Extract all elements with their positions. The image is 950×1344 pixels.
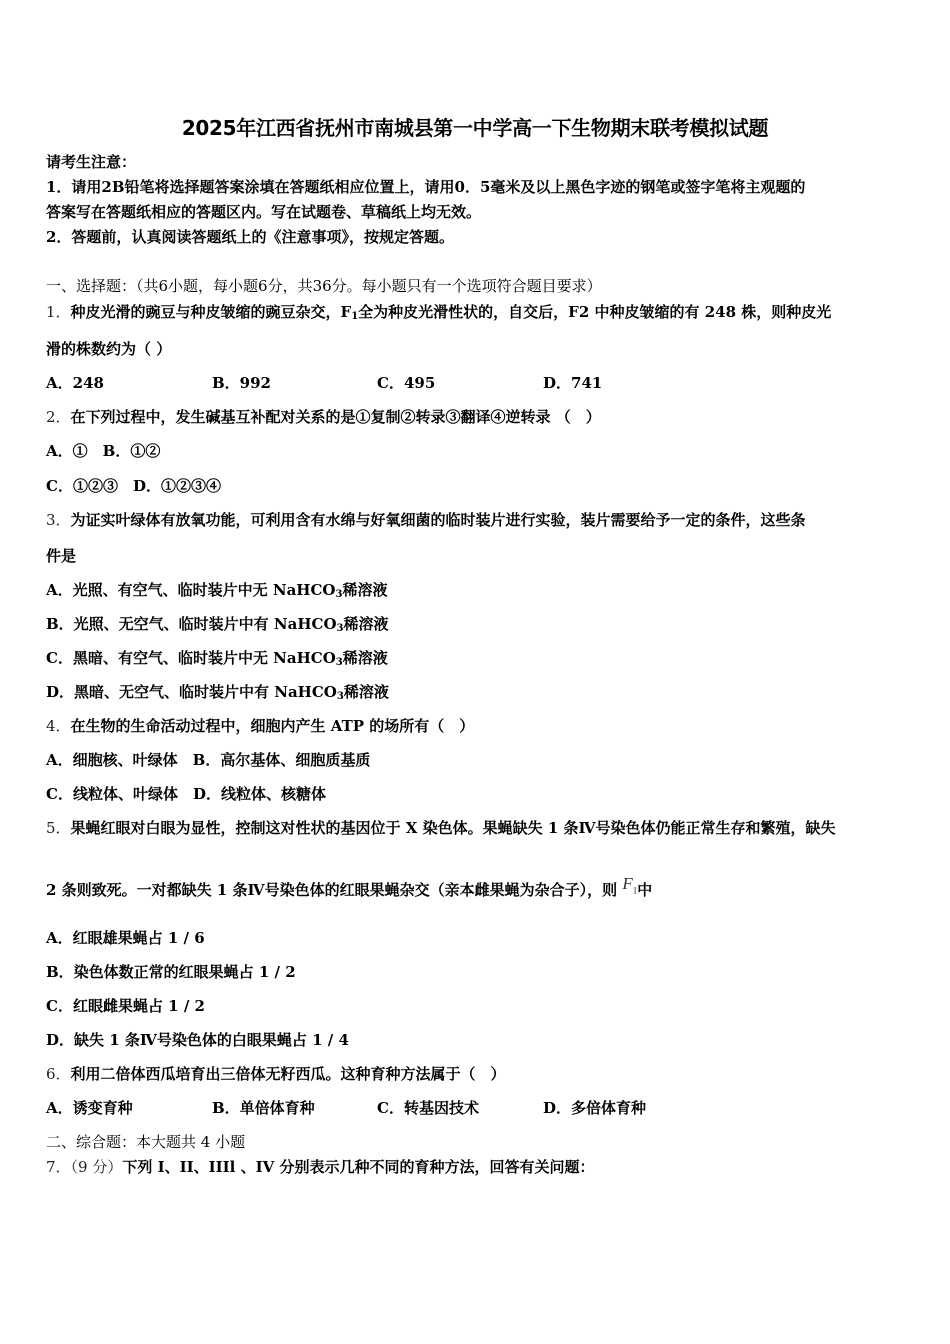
question-7-stem: 7．（9 分）下列 I、II、IIIl 、IV 分别表示几种不同的育种方法，回答有关问题： — [46, 1158, 595, 1176]
question-2-stem: 2．在下列过程中，发生碱基互补配对关系的是①复制②转录③翻译④逆转录 （ ） — [46, 408, 601, 426]
question-4-options-ab[interactable]: A．细胞核、叶绿体 B．高尔基体、细胞质基质 — [46, 751, 371, 769]
question-1-option-c[interactable]: C．495 — [377, 374, 436, 392]
question-1-option-b[interactable]: B．992 — [212, 374, 271, 392]
question-3-line-2: 件是 — [46, 547, 77, 565]
question-3-option-b[interactable]: B．光照、无空气、临时装片中有 NaHCO$_3$稀溶液 — [46, 615, 389, 634]
question-6-option-b[interactable]: B．单倍体育种 — [212, 1099, 315, 1117]
question-1-option-a[interactable]: A．248 — [46, 374, 104, 392]
question-2-options-ab[interactable]: A．① B．①② — [46, 442, 161, 460]
question-4-stem: 4．在生物的生命活动过程中，细胞内产生 ATP 的场所有（ ） — [46, 717, 475, 735]
notice-item-1-line-2: 答案写在答题纸相应的答题区内。写在试题卷、草稿纸上均无效。 — [46, 203, 482, 221]
question-6-option-d[interactable]: D．多倍体育种 — [543, 1099, 647, 1117]
question-3-line-1: 3．为证实叶绿体有放氧功能，可利用含有水绵与好氧细菌的临时装片进行实验，装片需要给予一定的条件，这些条 — [46, 511, 806, 529]
question-1-option-d[interactable]: D．741 — [543, 374, 603, 392]
question-2-number: 2． — [46, 408, 71, 426]
question-3-option-a[interactable]: A．光照、有空气、临时装片中无 NaHCO$_3$稀溶液 — [46, 581, 388, 600]
question-5-number: 5． — [46, 819, 71, 837]
question-4-options-cd[interactable]: C．线粒体、叶绿体 D．线粒体、核糖体 — [46, 785, 326, 803]
question-5-option-c[interactable]: C．红眼雌果蝇占 1 / 2 — [46, 997, 205, 1015]
question-5-option-a[interactable]: A．红眼雄果蝇占 1 / 6 — [46, 929, 205, 947]
question-1-line-1: 1．种皮光滑的豌豆与种皮皱缩的豌豆杂交，$F_1$全为种皮光滑性状的，自交后，F2 中种皮皱缩的有 248 株，则种皮光 — [46, 303, 832, 322]
question-5-option-b[interactable]: B．染色体数正常的红眼果蝇占 1 / 2 — [46, 963, 296, 981]
section-2-heading: 二、综合题：本大题共 4 小题 — [46, 1133, 246, 1151]
question-7-score: （9 分） — [70, 1158, 123, 1176]
question-6-number: 6． — [46, 1065, 71, 1083]
section-1-heading: 一、选择题：（共6小题，每小题6分，共36分。每小题只有一个选项符合题目要求） — [46, 277, 602, 295]
question-3-number: 3． — [46, 511, 71, 529]
notice-item-1-line-1: 1．请用2B铅笔将选择题答案涂填在答题纸相应位置上，请用0．5毫米及以上黑色字迹的钢笔或签字笔将主观题的 — [46, 178, 806, 196]
question-4-number: 4． — [46, 717, 71, 735]
question-3-option-c[interactable]: C．黑暗、有空气、临时装片中无 NaHCO$_3$稀溶液 — [46, 649, 388, 668]
f1-symbol: $F_1$ — [622, 874, 638, 896]
notice-heading: 请考生注意： — [46, 153, 137, 171]
question-6-stem: 6．利用二倍体西瓜培育出三倍体无籽西瓜。这种育种方法属于（ ） — [46, 1065, 506, 1083]
question-5-line-1: 5．果蝇红眼对白眼为显性，控制这对性状的基因位于 X 染色体。果蝇缺失 1 条Ⅳ号染色体仍能正常生存和繁殖，缺失 — [46, 819, 836, 837]
question-2-options-cd[interactable]: C．①②③ D．①②③④ — [46, 477, 221, 495]
question-7-number: 7． — [46, 1158, 71, 1176]
notice-item-2: 2．答题前，认真阅读答题纸上的《注意事项》，按规定答题。 — [46, 228, 454, 246]
question-3-option-d[interactable]: D．黑暗、无空气、临时装片中有 NaHCO$_3$稀溶液 — [46, 683, 389, 702]
question-1-number: 1． — [46, 303, 71, 321]
question-1-line-2: 滑的株数约为（ ） — [46, 340, 172, 358]
question-5-option-d[interactable]: D．缺失 1 条Ⅳ号染色体的白眼果蝇占 1 / 4 — [46, 1031, 349, 1049]
question-6-option-c[interactable]: C．转基因技术 — [377, 1099, 479, 1117]
question-5-line-2: 2 条则致死。一对都缺失 1 条Ⅳ号染色体的红眼果蝇杂交（亲本雌果蝇为杂合子），则 $F_1$中 — [46, 874, 653, 899]
page-title: 2025年江西省抚州市南城县第一中学高一下生物期末联考模拟试题 — [181, 116, 769, 140]
question-6-option-a[interactable]: A．诱变育种 — [46, 1099, 133, 1117]
